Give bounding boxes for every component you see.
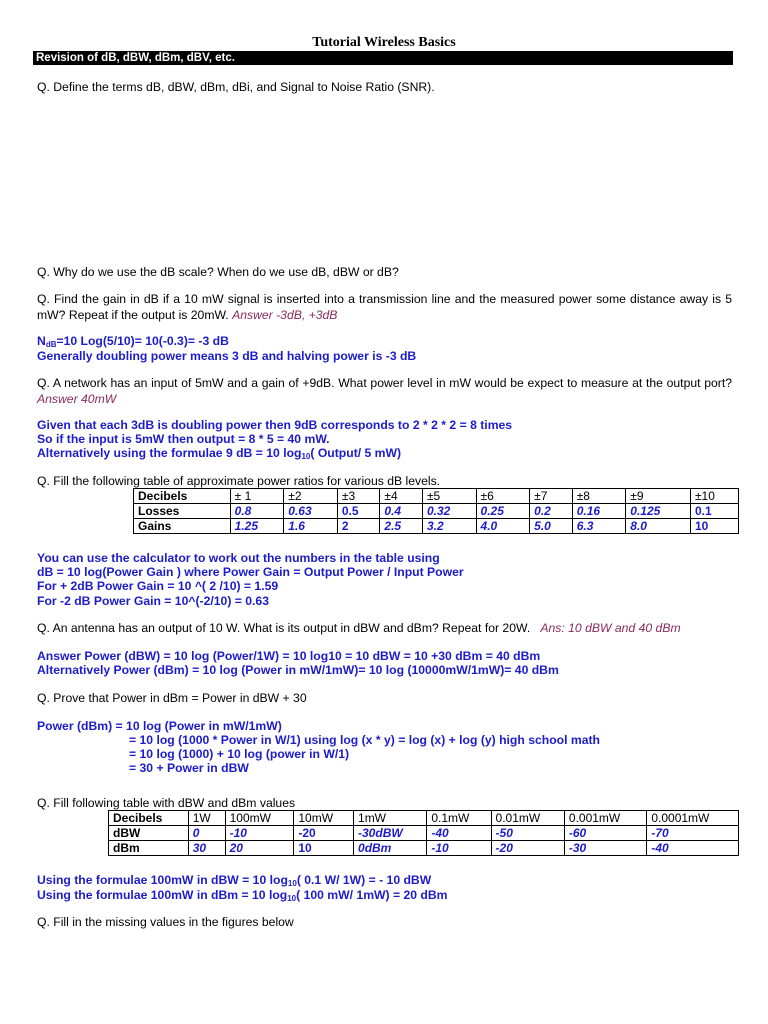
answer-gain-formula	[37, 334, 229, 348]
table-cell: 0.25	[476, 504, 530, 519]
table-cell: ±2	[284, 489, 338, 504]
answer-network-line3	[37, 446, 401, 460]
table-cell: 6.3	[572, 519, 626, 534]
table-cell: 100mW	[225, 811, 294, 826]
answer-calc-line3: For + 2dB Power Gain = 10 ^( 2 /10) = 1.59	[37, 579, 279, 593]
formula-text: =10 Log(5/10)= 10(-0.3)= -3 dB	[56, 334, 229, 348]
table-cell: Losses	[134, 504, 231, 519]
question-ratio-table: Q. Fill the following table of approximate power ratios for various dB levels.	[37, 474, 441, 488]
table-cell: ±4	[380, 489, 423, 504]
table-cell: -40	[427, 826, 491, 841]
proof-line4: = 30 + Power in dBW	[129, 761, 249, 775]
formula-text: Alternatively using the formulae 9 dB = 10 log	[37, 446, 302, 460]
table-cell: ± 1	[230, 489, 284, 504]
question-antenna	[37, 621, 681, 635]
table-cell: -20	[491, 841, 564, 856]
table-cell: -60	[564, 826, 646, 841]
formula-text: ( 0.1 W/ 1W) = - 10 dBW	[296, 873, 432, 887]
table-cell: ±8	[572, 489, 626, 504]
table-cell: ±7	[530, 489, 573, 504]
table-cell: 0.4	[380, 504, 423, 519]
formula-symbol: N	[37, 334, 46, 348]
proof-line3: = 10 log (1000) + 10 log (power in W/1)	[129, 747, 350, 761]
table-cell: 0.1mW	[427, 811, 491, 826]
table-cell: 30	[188, 841, 225, 856]
question-antenna-text: Q. An antenna has an output of 10 W. What is its output in dBW and dBm? Repeat for 20W.	[37, 621, 531, 635]
formula-text: Using the formulae 100mW in dBm = 10 log	[37, 888, 288, 902]
answer-antenna-line2: Alternatively Power (dBm) = 10 log (Power in mW/1mW)= 10 log (10000mW/1mW)= 40 dBm	[37, 663, 559, 677]
question-figures: Q. Fill in the missing values in the figures below	[37, 915, 294, 929]
question-antenna-answer: Ans: 10 dBW and 40 dBm	[540, 621, 681, 635]
table-row	[109, 826, 739, 841]
table-cell: 1mW	[354, 811, 427, 826]
answer-network-line1: Given that each 3dB is doubling power then 9dB corresponds to 2 * 2 * 2 = 8 times	[37, 418, 513, 432]
formula-text: ( 100 mW/ 1mW) = 20 dBm	[296, 888, 448, 902]
table-row	[134, 504, 739, 519]
answer-network-line2: So if the input is 5mW then output = 8 * 5 = 40 mW.	[37, 432, 330, 446]
table-cell: dBW	[109, 826, 189, 841]
table-cell: 2.5	[380, 519, 423, 534]
table-cell: -40	[647, 841, 739, 856]
answer-antenna-line1: Answer Power (dBW) = 10 log (Power/1W) = 10 log10 = 10 dBW = 10 +30 dBm = 40 dBm	[37, 649, 541, 663]
table-cell: 0.8	[230, 504, 284, 519]
table-cell: ±6	[476, 489, 530, 504]
table-cell: Gains	[134, 519, 231, 534]
answer-calc-line4: For -2 dB Power Gain = 10^(-2/10) = 0.63	[37, 594, 269, 608]
table-cell: 4.0	[476, 519, 530, 534]
question-gain	[37, 292, 732, 323]
table-cell: 1W	[188, 811, 225, 826]
table-cell: 10mW	[294, 811, 354, 826]
table-row	[134, 489, 739, 504]
answer-formula-dbw	[37, 873, 431, 887]
question-network-text: Q. A network has an input of 5mW and a gain of +9dB. What power level in mW would be expect to measure at the output port?	[37, 376, 732, 390]
table-cell: 1.25	[230, 519, 284, 534]
table-cell: 3.2	[422, 519, 476, 534]
table-cell: 0dBm	[354, 841, 427, 856]
question-network	[37, 376, 732, 407]
table-cell: -10	[225, 826, 294, 841]
table-cell: 1.6	[284, 519, 338, 534]
table-row	[109, 811, 739, 826]
table-cell: Decibels	[134, 489, 231, 504]
dbw-dbm-table	[108, 810, 739, 856]
table-cell: 0.1	[690, 504, 738, 519]
answer-calc-line2: dB = 10 log(Power Gain ) where Power Gain = Output Power / Input Power	[37, 565, 464, 579]
formula-subscript: 10	[287, 894, 297, 903]
table-cell: 0.125	[626, 504, 691, 519]
question-prove: Q. Prove that Power in dBm = Power in dBW + 30	[37, 691, 307, 705]
table-cell: 0.01mW	[491, 811, 564, 826]
table-row	[134, 519, 739, 534]
table-cell: 0.32	[422, 504, 476, 519]
formula-text: Using the formulae 100mW in dBW = 10 log	[37, 873, 288, 887]
table-cell: 8.0	[626, 519, 691, 534]
table-cell: 0.5	[337, 504, 380, 519]
formula-text: ( Output/ 5 mW)	[310, 446, 402, 460]
table-cell: 0	[188, 826, 225, 841]
table-cell: ±3	[337, 489, 380, 504]
table-cell: 0.0001mW	[647, 811, 739, 826]
question-dbw-table: Q. Fill following table with dBW and dBm values	[37, 796, 296, 810]
question-gain-answer: Answer -3dB, +3dB	[232, 307, 338, 322]
table-cell: 0.16	[572, 504, 626, 519]
table-cell: 10	[294, 841, 354, 856]
table-cell: 10	[690, 519, 738, 534]
table-cell: -30	[564, 841, 646, 856]
table-cell: -30dBW	[354, 826, 427, 841]
table-cell: -70	[647, 826, 739, 841]
table-cell: -50	[491, 826, 564, 841]
table-cell: 0.001mW	[564, 811, 646, 826]
answer-formula-dbm	[37, 888, 448, 902]
formula-subscript: 10	[301, 452, 311, 461]
table-cell: 0.2	[530, 504, 573, 519]
table-cell: -20	[294, 826, 354, 841]
formula-subscript: dB	[45, 340, 57, 349]
table-cell: ±10	[690, 489, 738, 504]
proof-line2: = 10 log (1000 * Power in W/1) using log (x * y) = log (x) + log (y) high school math	[129, 733, 600, 747]
question-db-scale: Q. Why do we use the dB scale? When do we use dB, dBW or dB?	[37, 265, 399, 279]
table-row	[109, 841, 739, 856]
question-gain-text: Q. Find the gain in dB if a 10 mW signal is inserted into a transmission line and the measured power some distance away is 5 mW? Repeat if the output is 20mW.	[37, 292, 732, 322]
table-cell: dBm	[109, 841, 189, 856]
answer-calc-line1: You can use the calculator to work out the numbers in the table using	[37, 551, 440, 565]
question-define-terms: Q. Define the terms dB, dBW, dBm, dBi, and Signal to Noise Ratio (SNR).	[37, 80, 435, 94]
question-network-answer: Answer 40mW	[37, 391, 117, 406]
table-cell: 0.63	[284, 504, 338, 519]
answer-doubling-rule: Generally doubling power means 3 dB and halving power is -3 dB	[37, 349, 417, 363]
table-cell: 20	[225, 841, 294, 856]
table-cell: 5.0	[530, 519, 573, 534]
table-cell: 2	[337, 519, 380, 534]
table-cell: -10	[427, 841, 491, 856]
table-cell: Decibels	[109, 811, 189, 826]
power-ratio-table	[133, 488, 739, 534]
section-banner: Revision of dB, dBW, dBm, dBV, etc.	[33, 51, 733, 65]
table-cell: ±9	[626, 489, 691, 504]
document-title: Tutorial Wireless Basics	[312, 35, 456, 50]
table-cell: ±5	[422, 489, 476, 504]
proof-line1: Power (dBm) = 10 log (Power in mW/1mW)	[37, 719, 282, 733]
formula-subscript: 10	[287, 879, 297, 888]
